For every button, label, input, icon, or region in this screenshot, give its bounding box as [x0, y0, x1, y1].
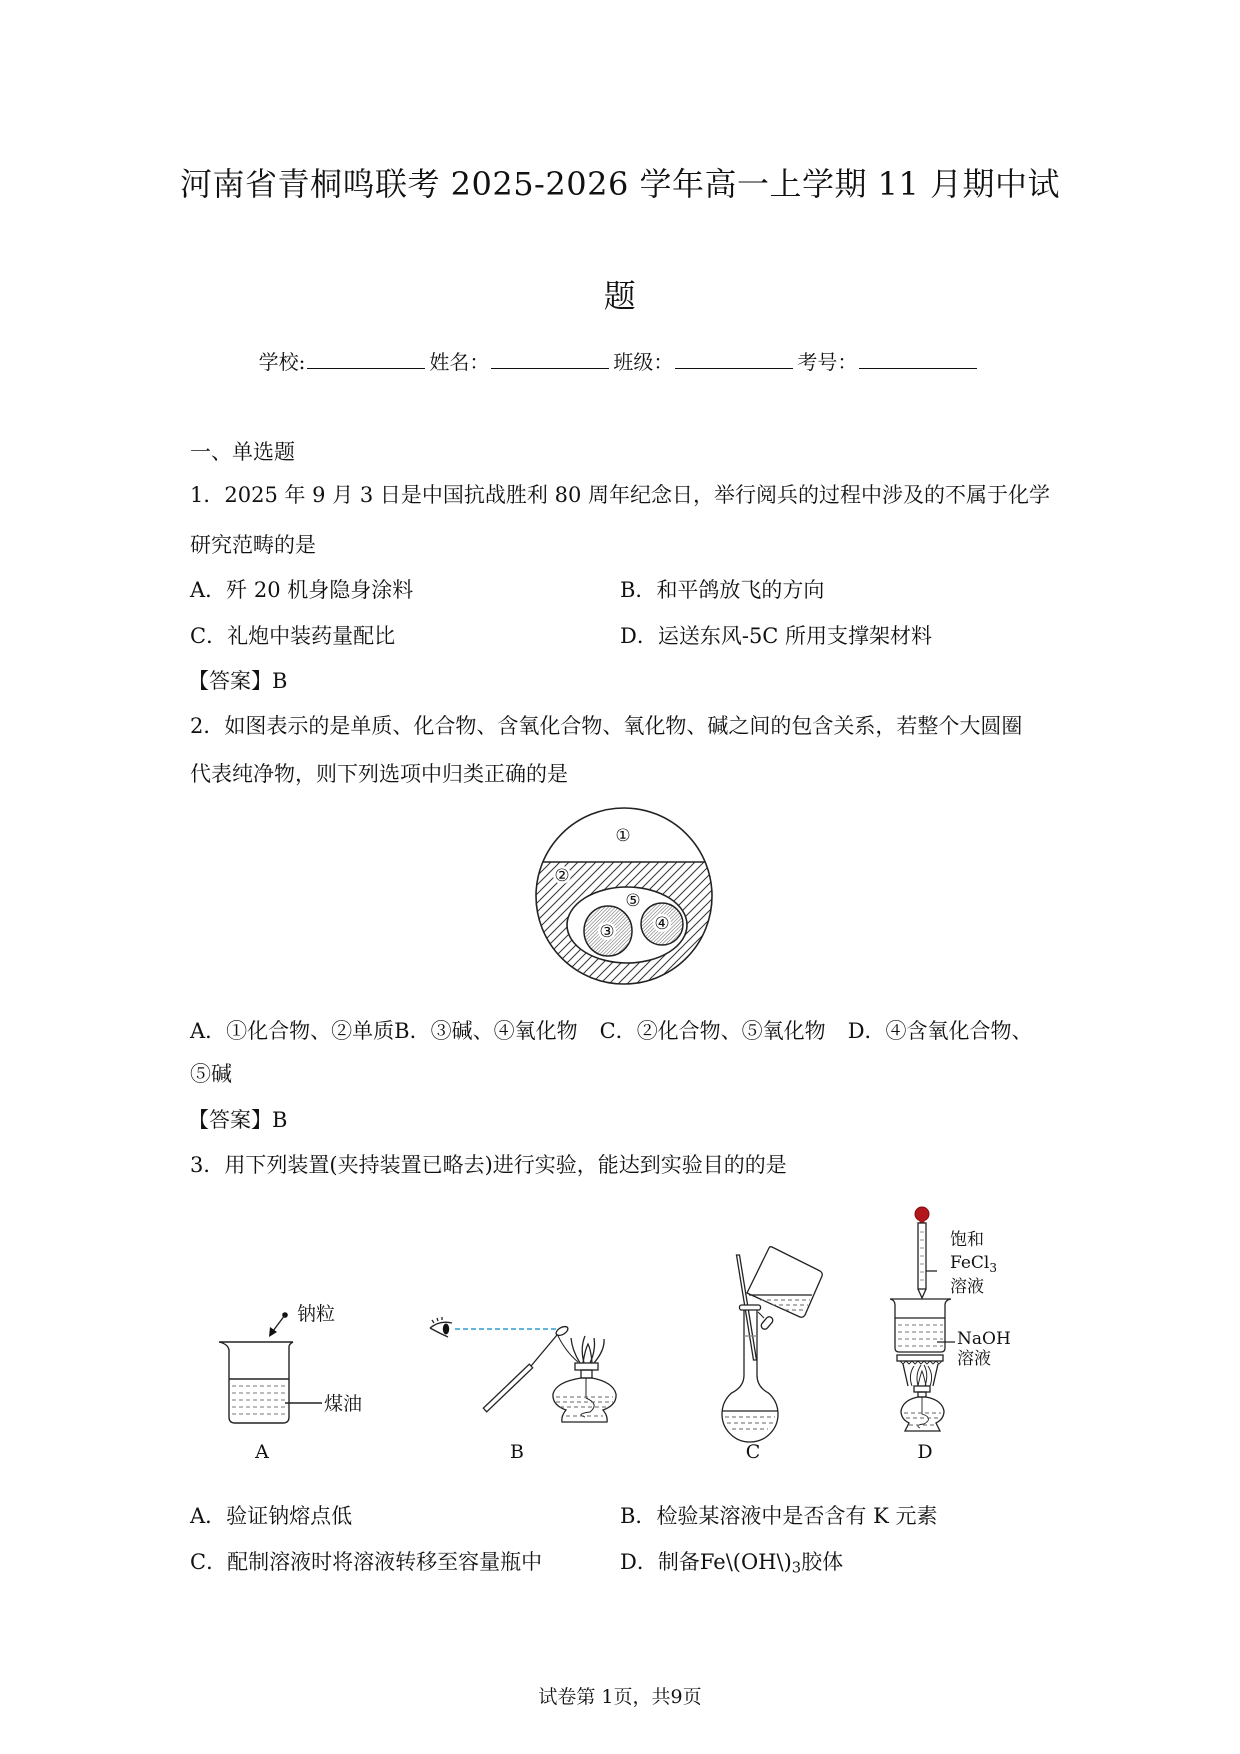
page-footer: 试卷第 1页，共9页	[538, 1686, 702, 1708]
label-5: ⑤	[625, 891, 641, 911]
formula-subscript: 3	[989, 1261, 998, 1275]
option-label: B．	[394, 1019, 431, 1043]
caption-d: D	[917, 1441, 933, 1463]
kerosene-label: 煤油	[324, 1393, 363, 1415]
formula-main: FeCl	[950, 1253, 990, 1273]
wire-gauze	[897, 1355, 943, 1361]
option-text: 礼炮中装药量配比	[227, 624, 396, 648]
label-1: ①	[615, 826, 631, 846]
option-label: D．	[620, 1550, 658, 1574]
alcohol-lamp-icon	[901, 1386, 944, 1431]
q2-number: 2．	[190, 714, 225, 738]
option-label: D．	[847, 1019, 886, 1043]
option-label: D．	[620, 624, 658, 648]
beaker-label-line1: NaOH	[957, 1329, 1011, 1349]
name-label: 姓名：	[429, 350, 490, 374]
q1-stem-text1: 2025 年 9 月 3 日是中国抗战胜利 80 周年纪念日，举行阅兵的过程中涉及的不属于化学	[224, 483, 1050, 507]
label-2: ②	[554, 866, 570, 886]
option-text: 检验某溶液中是否含有 K 元素	[656, 1504, 938, 1528]
caption-a: A	[255, 1441, 269, 1463]
label-4: ④	[654, 914, 670, 934]
apparatus-d	[890, 1207, 955, 1431]
beaker-icon	[890, 1299, 951, 1352]
dropper-label-formula	[950, 1253, 997, 1275]
exam-number-label: 考号：	[797, 350, 858, 374]
option-text: ③碱、④氧化物	[430, 1019, 578, 1043]
beaker-icon	[219, 1342, 293, 1423]
answer-label: 【答案】	[188, 669, 272, 693]
option-label: C．	[190, 624, 228, 648]
dropper-bulb-icon	[915, 1207, 929, 1221]
exam-title-line1: 河南省青桐鸣联考 2025-2026 学年高一上学期 11 月期中试	[179, 165, 1061, 203]
eye-icon	[430, 1317, 452, 1337]
option-text: 验证钠熔点低	[226, 1504, 353, 1528]
exam-title-line2: 题	[603, 277, 637, 315]
option-text-post: 胶体	[801, 1550, 844, 1574]
option-text: 配制溶液时将溶液转移至容量瓶中	[227, 1550, 543, 1574]
class-label: 班级：	[613, 350, 674, 374]
alcohol-lamp-icon	[553, 1336, 616, 1422]
apparatus-b	[430, 1317, 616, 1422]
option-text: 歼 20 机身隐身涂料	[226, 578, 414, 602]
caption-b: B	[510, 1441, 524, 1463]
option-label: A．	[190, 1504, 227, 1528]
stopper-icon	[760, 1315, 774, 1330]
q3-number: 3．	[190, 1153, 225, 1177]
q2-stem-text1: 如图表示的是单质、化合物、含氧化合物、氧化物、碱之间的包含关系，若整个大圆圈	[224, 714, 1023, 738]
q1-number: 1．	[190, 483, 225, 507]
option-label: C．	[190, 1550, 228, 1574]
apparatus-c	[722, 1247, 822, 1442]
option-text: 和平鸽放飞的方向	[656, 578, 825, 602]
q2-stem-line2: 代表纯净物，则下列选项中归类正确的是	[190, 762, 568, 786]
dropper-label-line3: 溶液	[950, 1277, 984, 1297]
answer-value: B	[272, 1108, 288, 1132]
section-heading: 一、单选题	[190, 440, 295, 464]
option-text: ②化合物、⑤氧化物	[636, 1019, 826, 1043]
option-text-pre: 制备Fe\(OH\)	[657, 1550, 792, 1574]
option-label: C．	[599, 1019, 637, 1043]
answer-label: 【答案】	[188, 1108, 272, 1132]
option-label: B．	[620, 578, 657, 602]
option-label: A．	[190, 1019, 227, 1043]
option-text: 运送东风-5C 所用支撑架材料	[657, 624, 933, 648]
option-label: B．	[620, 1504, 657, 1528]
option-label: A．	[190, 578, 227, 602]
answer-value: B	[272, 669, 288, 693]
caption-c: C	[745, 1441, 761, 1463]
option-text: ①化合物、②单质	[226, 1019, 395, 1043]
flask-lip	[740, 1305, 761, 1310]
wire-handle	[483, 1364, 532, 1412]
option-text-sub: 3	[791, 1559, 802, 1577]
sodium-label: 钠粒	[297, 1303, 336, 1325]
q1-stem-line2: 研究范畴的是	[190, 533, 316, 557]
arrow-down-left-icon	[269, 1327, 277, 1337]
dropper-label-line1: 饱和	[950, 1230, 984, 1250]
q3-stem-text1: 用下列装置(夹持装置已略去)进行实验，能达到实验目的的是	[224, 1153, 787, 1177]
option-text: ④含氧化合物、⑤碱	[190, 1019, 1033, 1086]
label-3: ③	[599, 922, 615, 942]
classification-diagram	[536, 808, 712, 984]
school-label: 学校:	[258, 350, 306, 374]
apparatus-a	[219, 1312, 322, 1423]
beaker-label-line2: 溶液	[957, 1349, 991, 1369]
